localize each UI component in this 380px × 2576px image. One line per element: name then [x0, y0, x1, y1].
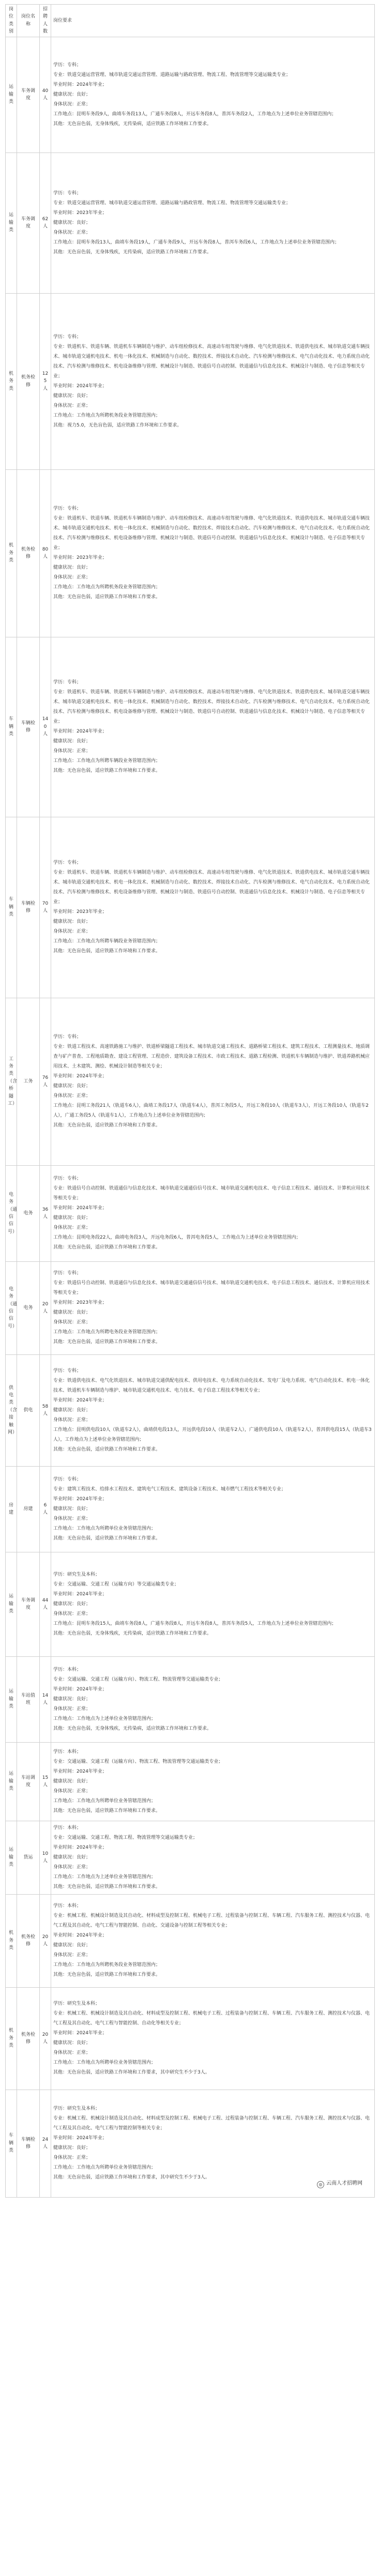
- requirements-cell: [51, 1894, 375, 1987]
- requirement-line: 专业：铁道交通运营管理、城市轨道交通运营管理、道路运输与路政管理、物流工程、物流管理等交通运输类专业；: [53, 72, 291, 78]
- requirement-line: 身体状况：正常；: [53, 1225, 91, 1231]
- requirement-line: 其他：无色盲色弱，适应铁路工作环境和工作要求，其中研究生不少于3人。: [53, 2070, 210, 2076]
- count-cell: 10人: [40, 1821, 51, 1894]
- requirement-line: 学历：专科；: [53, 190, 82, 196]
- requirement-line: 毕业时间：2024年毕业；: [53, 729, 107, 735]
- post-type-cell: 车辆类: [6, 2090, 17, 2197]
- post-name-cell: 工务: [17, 998, 40, 1165]
- requirement-line: 专业：铁道机车、铁道车辆、铁道机车车辆制造与维护、动车组检修技术、高速动车组驾驶与维修、电气化铁道技术、铁道供电技术、城市轨道交通车辆技术、城市轨道交通机电技术、机电一体化技术、机械制造与自动化、数控技术、焊接技术自动化、汽车检测与维修技术、电气自动化技术、电力系统自动化技术、汽车检测与维修技术、机电设备维修与管理、机械设计与制造、铁道信号自动控制、铁道通信与信息化技术、机械设计与制造、电子信息等相关专业；: [53, 516, 370, 551]
- requirement-line: 健康状况：良好；: [53, 1310, 91, 1316]
- count-cell: 70人: [40, 817, 51, 998]
- count-cell: 58人: [40, 1354, 51, 1466]
- requirement-line: 学历：本科；: [53, 1825, 82, 1831]
- requirement-line: 健康状况：良好；: [53, 1506, 91, 1512]
- requirement-line: 工作地点：工作地点为所聘机务段业务管辖范围内；: [53, 413, 161, 418]
- post-name-cell: 房建: [17, 1466, 40, 1552]
- header-requirements: 岗位要求: [51, 5, 375, 37]
- post-type-cell: 车辆类: [6, 817, 17, 998]
- requirement-line: 专业：交通运输、交通工程、物流工程、物流管理等交通运输类专业；: [53, 1835, 198, 1840]
- post-name-cell: 货运: [17, 1821, 40, 1894]
- requirement-line: 身体状况：正常；: [53, 1788, 91, 1794]
- requirement-line: 工作地点：工作地点为所聘单位业务管辖范围内；: [53, 2060, 156, 2066]
- requirement-line: 学历：研究生及本科；: [53, 2001, 100, 2007]
- requirement-line: 身体状况：正常；: [53, 929, 91, 935]
- requirement-line: 毕业时间：2024年毕业；: [53, 1845, 107, 1850]
- requirement-line: 工作地点：工作地点为所聘电务段业务管辖范围内；: [53, 1330, 161, 1335]
- requirement-line: 工作地点：工作地点为所聘机务段业务管辖范围内；: [53, 1962, 161, 1968]
- requirement-line: 学历：研究生及本科；: [53, 1572, 100, 1577]
- table-row: [6, 1987, 375, 2090]
- requirements-cell: [51, 817, 375, 998]
- requirement-line: 身体状况：正常；: [53, 1516, 91, 1521]
- requirement-line: 身体状况：正常；: [53, 575, 91, 581]
- post-type-cell: 运输类: [6, 1656, 17, 1742]
- watermark-text: 云南人才招聘网: [326, 2180, 362, 2186]
- requirement-line: 健康状况：良好；: [53, 220, 91, 225]
- requirements-cell: [51, 1656, 375, 1742]
- requirement-line: 专业：铁道供电技术、电气化铁道技术、城市轨道交通供配电技术、供用电技术、电力系统自动化技术、发电厂及电力系统、电气自动化技术、机电一体化技术、铁道机车车辆制造与维护、城市轨道交通机电技术、电力技术、电子信息工程技术等相关专业；: [53, 1378, 370, 1393]
- requirements-cell: [51, 1821, 375, 1894]
- post-type-cell: 供电类（含接触网）: [6, 1354, 17, 1466]
- requirement-line: 其他：无色盲色弱，适应铁路工作环境和工作要求。: [53, 1884, 161, 1889]
- requirement-line: 专业：建筑工程技术、给排水工程技术、建筑电气工程技术、建筑设备工程技术、城市燃气工程技术等相关专业；: [53, 1486, 286, 1492]
- post-name-cell: 车辆检修: [17, 637, 40, 817]
- requirement-line: 身体状况：正常；: [53, 230, 91, 235]
- requirement-line: 毕业时间：2024年毕业；: [53, 1206, 107, 1211]
- requirement-line: 毕业时间：2023年毕业；: [53, 909, 107, 915]
- requirement-line: 毕业时间：2024年毕业；: [53, 1397, 107, 1403]
- requirement-line: 毕业时间：2024年毕业；: [53, 2136, 107, 2141]
- requirement-line: 健康状况：良好；: [53, 739, 91, 744]
- post-type-cell: 运输类: [6, 37, 17, 153]
- post-name-cell: 车务调度: [17, 153, 40, 293]
- requirement-line: 毕业时间：2024年毕业；: [53, 82, 107, 87]
- requirement-line: 其他：视力5.0，无色盲色弱，适应铁路工作环境和工作要求。: [53, 422, 182, 428]
- requirement-line: 其他：无色盲色弱，无身体残疾，无传染病，适应铁路工作环境和工作要求。: [53, 1630, 212, 1636]
- requirement-line: 专业：铁道交通运营管理、城市轨道交通运营管理、道路运输与路政管理、物流工程、物流管理等交通运输类专业；: [53, 200, 291, 206]
- post-type-cell: 运输类: [6, 153, 17, 293]
- requirement-line: 身体状况：正常；: [53, 101, 91, 107]
- requirement-line: 毕业时间：2024年毕业；: [53, 1591, 107, 1597]
- requirement-line: 其他：无色盲色弱，适应铁路工作环境和工作要求。: [53, 768, 161, 774]
- count-cell: 62人: [40, 153, 51, 293]
- requirement-line: 工作地点：工作地点为所聘车辆段业务管辖范围内；: [53, 758, 161, 764]
- header-count: 招聘人数: [40, 5, 51, 37]
- count-cell: 6人: [40, 1466, 51, 1552]
- table-row: [6, 817, 375, 998]
- requirement-line: 其他：无色盲色弱，适应铁路工作环境和工作要求。: [53, 1808, 161, 1813]
- requirement-line: 身体状况：正常；: [53, 1706, 91, 1712]
- table-row: [6, 1742, 375, 1821]
- requirement-line: 身体状况：正常；: [53, 2050, 91, 2056]
- post-type-cell: 运输类: [6, 1821, 17, 1894]
- requirement-line: 工作地点：工作地点为上述单位业务管辖范围内；: [53, 1716, 156, 1721]
- requirement-line: 健康状况：良好；: [53, 1696, 91, 1702]
- requirement-line: 工作地点：昆明车务段9人，曲靖车务段13人，广通车务段8人，开远车务段8人，普洱车务段2人，工作地点为上述单位业务管辖范围内；: [53, 111, 337, 117]
- requirement-line: 学历：专科；: [53, 680, 82, 685]
- post-name-cell: 车站值班: [17, 1656, 40, 1742]
- post-type-cell: 工务类（含桥隧工）: [6, 998, 17, 1165]
- requirements-cell: [51, 1354, 375, 1466]
- table-row: [6, 1354, 375, 1466]
- post-name-cell: 机务检修: [17, 1987, 40, 2090]
- requirement-line: 身体状况：正常；: [53, 1093, 91, 1099]
- post-type-cell: 机务类: [6, 293, 17, 469]
- post-name-cell: 车辆检修: [17, 2090, 40, 2197]
- requirement-line: 工作地点：昆明工务段21人（轨道车6人），曲靖工务段17人（轨道车4人），普洱工务段5人，开远工务段10人（轨道车3人），开远工务段10人（轨道车2人），广通工务段5人（轨道车1人），工作地点为上述单位业务管辖范围内；: [53, 1103, 369, 1119]
- count-cell: 140人: [40, 637, 51, 817]
- requirement-line: 身体状况：正常；: [53, 1611, 91, 1617]
- requirement-line: 身体状况：正常；: [53, 1864, 91, 1870]
- requirements-cell: [51, 153, 375, 293]
- requirement-line: 工作地点：昆明供电段10人（轨道车2人），曲靖供电段13人，开远供电段10人（轨道车2人），广通供电段10人（轨道车2人），普洱供电段15人（轨道车3人），工作地点为上述单位业务管辖范围内；: [53, 1427, 372, 1442]
- requirement-line: 学历：专科；: [53, 1368, 82, 1374]
- requirement-line: 其他：无色盲色弱，适应铁路工作环境和工作要求。: [53, 1446, 161, 1452]
- requirements-cell: [51, 1466, 375, 1552]
- table-row: [6, 637, 375, 817]
- requirement-line: 其他：无色盲色弱，适应铁路工作环境和工作要求。: [53, 1339, 161, 1345]
- requirement-line: 健康状况：良好；: [53, 1854, 91, 1860]
- requirement-line: 专业：铁道信号自动控制、铁道通信与信息化技术、城市轨道交通通信信号技术、城市轨道交通机电技术、电子信息工程技术、通信技术、计算机应用技术等相关专业；: [53, 1281, 370, 1296]
- post-name-cell: 车务调度: [17, 37, 40, 153]
- post-name-cell: 电务: [17, 1165, 40, 1261]
- table-header-row: [6, 5, 375, 37]
- requirement-line: 其他：无色盲色弱，无身体残疾，无传染病，适应铁路工作环境和工作要求。: [53, 121, 212, 127]
- requirement-line: 专业：机械工程、机械设计制造及其自动化、材料成型及控制工程、机械电子工程、过程装备与控制工程、车辆工程、汽车服务工程、测控技术与仪器、电气工程及其自动化、电气工程与智能控制、自动化、交通设备与控制工程等相关专业；: [53, 1913, 370, 1929]
- table-row: [6, 1552, 375, 1656]
- post-type-cell: 房建: [6, 1466, 17, 1552]
- requirement-line: 身体状况：正常；: [53, 403, 91, 408]
- requirement-line: 毕业时间：2024年毕业；: [53, 1933, 107, 1939]
- requirement-line: 工作地点：工作地点为所聘机务段业务管辖范围内；: [53, 585, 161, 590]
- requirement-line: 健康状况：良好；: [53, 393, 91, 399]
- post-name-cell: 车务调度: [17, 1552, 40, 1656]
- requirement-line: 学历：专科；: [53, 1271, 82, 1276]
- requirement-line: 学历：专科；: [53, 1034, 82, 1040]
- table-row: [6, 998, 375, 1165]
- requirement-line: 毕业时间：2023年毕业；: [53, 210, 107, 216]
- post-name-cell: 电务: [17, 1261, 40, 1354]
- count-cell: 125人: [40, 293, 51, 469]
- requirement-line: 其他：无色盲色弱，适应铁路工作环境和工作要求。: [53, 1535, 161, 1541]
- post-type-cell: 电务（通信信号）: [6, 1165, 17, 1261]
- requirement-line: 身体状况：正常；: [53, 1953, 91, 1958]
- header-post-type: 岗位类别: [6, 5, 17, 37]
- requirement-line: 其他：无色盲色弱，适应铁路工作环境和工作要求，其中研究生不少于3人。: [53, 2175, 210, 2181]
- requirements-cell: [51, 1165, 375, 1261]
- recruitment-table-page: [5, 4, 375, 2198]
- requirement-line: 专业：铁道工程技术、高速铁路施工与维护、铁道桥梁隧道工程技术、城市轨道交通工程技术、道路桥梁工程技术、建筑工程技术、工程测量技术、地质调查与矿产普查、工程地质勘查、建设工程管理、工程造价、建筑设备工程技术、市政工程技术、道路工程检测、铁道机车车辆制造与维护、铁道养路机械应用技术、土木建筑、测绘、机械设计制造等相关专业；: [53, 1044, 370, 1070]
- requirement-line: 工作地点：工作地点为所聘单位业务管辖范围内；: [53, 1526, 156, 1531]
- requirement-line: 其他：无色盲色弱，适应铁路工作环境和工作要求。: [53, 1245, 161, 1251]
- requirement-line: 专业：交通运输、交通工程（运输方向）、物流工程、物流管理等交通运输类专业；: [53, 1676, 223, 1682]
- requirements-cell: [51, 1987, 375, 2090]
- requirement-line: 专业：铁道机车、铁道车辆、铁道机车车辆制造与维护、动车组检修技术、高速动车组驾驶与维修、电气化铁道技术、铁道供电技术、城市轨道交通车辆技术、城市轨道交通机电技术、机电一体化技术、机械制造与自动化、数控技术、焊接技术自动化、汽车检测与维修技术、电气自动化技术、电力系统自动化技术、汽车检测与维修技术、机电设备维修与管理、机械设计与制造、铁道信号自动控制、铁道通信与信息化技术、机械设计与制造、电子信息等相关专业；: [53, 344, 370, 379]
- requirement-line: 健康状况：良好；: [53, 92, 91, 97]
- requirement-line: 工作地点：工作地点为所聘车辆段业务管辖范围内；: [53, 939, 161, 944]
- requirements-cell: [51, 469, 375, 637]
- requirement-line: 专业：铁道机车、铁道车辆、铁道机车车辆制造与维护、动车组检修技术、高速动车组驾驶与维修、电气化铁道技术、铁道供电技术、城市轨道交通车辆技术、城市轨道交通机电技术、机电一体化技术、机械制造与自动化、数控技术、焊接技术自动化、汽车检测与维修技术、电气自动化技术、电力系统自动化技术、汽车检测与维修技术、机电设备维修与管理、机械设计与制造、铁道信号自动控制、铁道通信与信息化技术、机械设计与制造、电子信息等相关专业；: [53, 690, 370, 725]
- requirement-line: 身体状况：正常；: [53, 1417, 91, 1423]
- requirement-line: 学历：专科；: [53, 1476, 82, 1482]
- requirement-line: 其他：无色盲色弱，适应铁路工作环境和工作要求。: [53, 1123, 161, 1129]
- requirement-line: 其他：无色盲色弱，适应铁路工作环境和工作要求。: [53, 949, 161, 954]
- requirement-line: 学历：专科；: [53, 62, 82, 68]
- source-watermark: [317, 2178, 362, 2188]
- requirement-line: 工作地点：工作地点为上述单位业务管辖范围内；: [53, 1874, 156, 1880]
- requirement-line: 身体状况：正常；: [53, 749, 91, 754]
- count-cell: 20人: [40, 1987, 51, 2090]
- requirement-line: 健康状况：良好；: [53, 1943, 91, 1948]
- count-cell: 36人: [40, 1165, 51, 1261]
- table-row: [6, 1466, 375, 1552]
- requirement-line: 专业：交通运输、交通工程（运输方向）、物流工程、物流管理等交通运输类专业；: [53, 1759, 223, 1764]
- requirement-line: 其他：无色盲色弱，无身体残疾，无传染病，适应铁路工作环境和工作要求。: [53, 1726, 212, 1731]
- post-type-cell: 车辆类: [6, 637, 17, 817]
- table-row: [6, 293, 375, 469]
- requirement-line: 健康状况：良好；: [53, 2145, 91, 2151]
- post-name-cell: 车站调度: [17, 1742, 40, 1821]
- requirement-line: 毕业时间：2024年毕业；: [53, 383, 107, 389]
- table-row: [6, 1261, 375, 1354]
- requirement-line: 专业：机械工程、机械设计制造及其自动化、材料成型及控制工程、机械电子工程、过程装备与控制工程、车辆工程、汽车服务工程、测控技术与仪器、电气工程及其自动化、电气工程与智能控制等相关专业；: [53, 2116, 370, 2131]
- requirement-line: 专业：交通运输、交通工程（运输方向）等交通运输类专业；: [53, 1581, 179, 1587]
- requirement-line: 工作地点：昆明电务段22人，曲靖电务段3人，开远电务段6人，普洱电务段5人，工作地点为上述单位业务管辖范围内；: [53, 1235, 301, 1241]
- post-name-cell: 车辆检修: [17, 817, 40, 998]
- requirement-line: 学历：本科；: [53, 1749, 82, 1755]
- requirement-line: 学历：本科；: [53, 1903, 82, 1909]
- requirement-line: 毕业时间：2024年毕业；: [53, 2031, 107, 2036]
- count-cell: 15人: [40, 1742, 51, 1821]
- requirements-cell: [51, 1742, 375, 1821]
- post-name-cell: 机务检修: [17, 469, 40, 637]
- requirement-line: 健康状况：良好；: [53, 1601, 91, 1607]
- count-cell: 24人: [40, 2090, 51, 2197]
- requirement-line: 工作地点：昆明车务段13人，曲靖车务段19人，广通车务段9人，开远车务段8人，普洱车务段6人，工作地点为上述单位业务管辖范围内；: [53, 239, 340, 245]
- requirement-line: 毕业时间：2024年毕业；: [53, 1686, 107, 1692]
- table-row: [6, 1894, 375, 1987]
- table-row: [6, 37, 375, 153]
- requirements-cell: [51, 998, 375, 1165]
- requirement-line: 健康状况：良好；: [53, 2040, 91, 2046]
- requirement-line: 毕业时间：2024年毕业；: [53, 1496, 107, 1502]
- post-type-cell: 电务（通信信号）: [6, 1261, 17, 1354]
- table-row: [6, 153, 375, 293]
- requirement-line: 健康状况：良好；: [53, 1407, 91, 1413]
- requirement-line: 其他：无色盲色弱，适应铁路工作环境和工作要求。: [53, 595, 161, 600]
- count-cell: 40人: [40, 37, 51, 153]
- table-row: [6, 1165, 375, 1261]
- requirements-cell: [51, 637, 375, 817]
- requirement-line: 其他：无色盲色弱，无身体残疾，无传染病，适应铁路工作环境和工作要求。: [53, 249, 212, 255]
- table-row: [6, 1656, 375, 1742]
- requirement-line: 毕业时间：2023年毕业；: [53, 1300, 107, 1306]
- requirement-line: 学历：本科；: [53, 1667, 82, 1672]
- post-type-cell: 运输类: [6, 1552, 17, 1656]
- header-post-name: 岗位名称: [17, 5, 40, 37]
- requirement-line: 学历：专科；: [53, 1176, 82, 1182]
- post-type-cell: 机务类: [6, 1894, 17, 1987]
- requirement-line: 工作地点：工作地点为所聘单位业务管辖范围内；: [53, 1798, 156, 1804]
- count-cell: 80人: [40, 469, 51, 637]
- post-type-cell: 机务类: [6, 1987, 17, 2090]
- requirement-line: 专业：机械工程、机械设计制造及其自动化、材料成型及控制工程、机械电子工程、过程装备与控制工程、车辆工程、汽车服务工程、测控技术与仪器、电气工程及其自动化、电气工程与智能控制、自动化等相关专业；: [53, 2011, 370, 2026]
- post-name-cell: 机务检修: [17, 293, 40, 469]
- requirements-cell: [51, 37, 375, 153]
- table-row: [6, 469, 375, 637]
- post-name-cell: 供电: [17, 1354, 40, 1466]
- post-name-cell: 机务检修: [17, 1894, 40, 1987]
- requirements-cell: [51, 1552, 375, 1656]
- requirement-line: 健康状况：良好；: [53, 565, 91, 571]
- requirement-line: 健康状况：良好；: [53, 1084, 91, 1089]
- count-cell: 44人: [40, 1552, 51, 1656]
- count-cell: 20人: [40, 1894, 51, 1987]
- requirement-line: 学历：研究生及本科；: [53, 2106, 100, 2112]
- requirement-line: 身体状况：正常；: [53, 1320, 91, 1325]
- requirement-line: 学历：专科；: [53, 334, 82, 340]
- requirement-line: 身体状况：正常；: [53, 2155, 91, 2161]
- requirement-line: 毕业时间：2023年毕业；: [53, 555, 107, 561]
- requirements-cell: [51, 293, 375, 469]
- requirement-line: 健康状况：良好；: [53, 919, 91, 925]
- count-cell: 14人: [40, 1656, 51, 1742]
- requirements-cell: [51, 1261, 375, 1354]
- requirement-line: 学历：专科；: [53, 860, 82, 866]
- post-type-cell: 机务类: [6, 469, 17, 637]
- requirement-line: 专业：铁道信号自动控制、铁道通信与信息化技术、城市轨道交通通信信号技术、城市轨道交通机电技术、电子信息工程技术、通信技术、计算机应用技术等相关专业；: [53, 1186, 370, 1201]
- table-row: [6, 1821, 375, 1894]
- recruitment-table: [5, 4, 375, 2198]
- requirement-line: 学历：专科；: [53, 506, 82, 512]
- requirement-line: 毕业时间：2024年毕业；: [53, 1769, 107, 1774]
- requirement-line: 健康状况：良好；: [53, 1778, 91, 1784]
- requirement-line: 毕业时间：2024年毕业；: [53, 1074, 107, 1079]
- wechat-icon: ◎: [317, 2181, 324, 2188]
- requirement-line: 健康状况：良好；: [53, 1215, 91, 1221]
- requirement-line: 工作地点：昆明车务段15人，曲靖车务段8人，广通车务段8人，开远车务段8人，普洱车务段5人，工作地点为上述单位业务管辖范围内；: [53, 1621, 337, 1626]
- requirement-line: 工作地点：工作地点为所聘单位业务管辖范围内；: [53, 2165, 156, 2171]
- count-cell: 20人: [40, 1261, 51, 1354]
- requirement-line: 专业：铁道机车、铁道车辆、铁道机车车辆制造与维护、动车组检修技术、高速动车组驾驶与维修、电气化铁道技术、铁道供电技术、城市轨道交通车辆技术、城市轨道交通机电技术、机电一体化技术、机械制造与自动化、数控技术、焊接技术自动化、汽车检测与维修技术、电气自动化技术、电力系统自动化技术、汽车检测与维修技术、机电设备维修与管理、机械设计与制造、铁道信号自动控制、铁道通信与信息化技术、机械设计与制造、电子信息等相关专业；: [53, 870, 370, 905]
- count-cell: 76人: [40, 998, 51, 1165]
- post-type-cell: 运输类: [6, 1742, 17, 1821]
- requirement-line: 其他：无色盲色弱，适应铁路工作环境和工作要求。: [53, 1972, 161, 1978]
